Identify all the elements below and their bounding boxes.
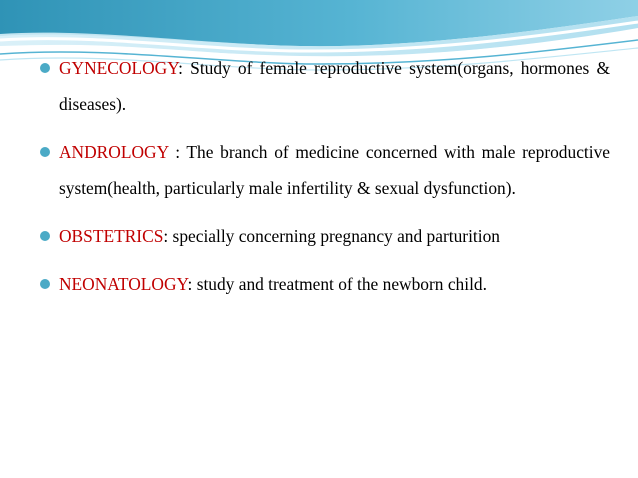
list-item-andrology — [40, 134, 610, 206]
term-neonatology: NEONATOLOGY — [59, 274, 188, 294]
definition-neonatology: : study and treatment of the newborn child. — [187, 274, 487, 294]
term-gynecology: GYNECOLOGY — [59, 58, 179, 78]
list-item-neonatology — [40, 266, 610, 302]
term-obstetrics: OBSTETRICS — [59, 226, 164, 246]
bullet-icon — [40, 231, 50, 241]
term-andrology: ANDROLOGY — [59, 142, 169, 162]
definition-obstetrics: : specially concerning pregnancy and parturition — [163, 226, 500, 246]
list-item-obstetrics — [40, 218, 610, 254]
list-item-gynecology — [40, 50, 610, 122]
bullet-icon — [40, 279, 50, 289]
bullet-icon — [40, 147, 50, 157]
definition-andrology: : The branch of medicine concerned with male reproductive system(health, particularly male infertility & sexual dysfunction). — [59, 142, 610, 198]
definition-gynecology: : Study of female reproductive system(organs, hormones & diseases). — [59, 58, 610, 114]
bullet-icon — [40, 63, 50, 73]
definitions-list — [40, 50, 610, 302]
